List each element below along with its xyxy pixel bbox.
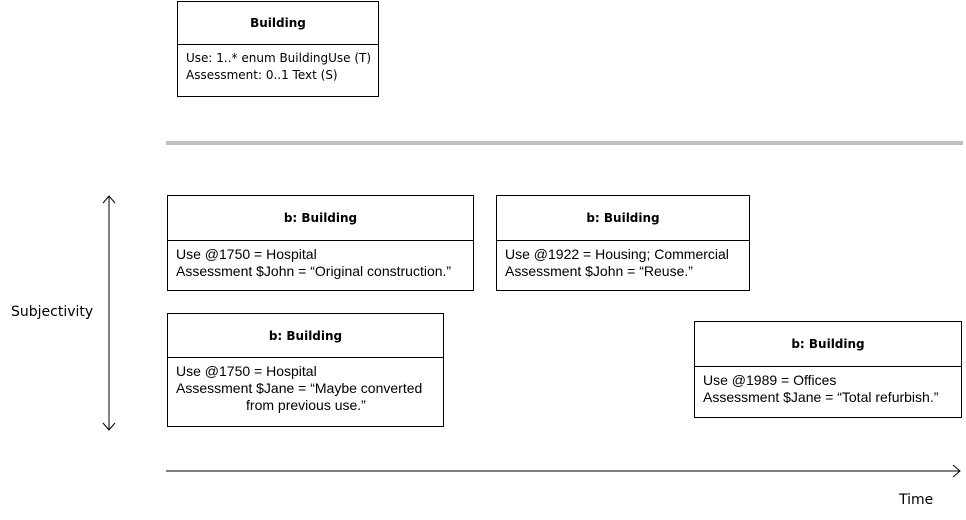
instance-body [497,241,749,285]
instance-body [695,367,961,411]
instance-box-1[interactable] [167,195,474,291]
instance-body [168,358,443,419]
instance-box-4[interactable] [694,321,962,418]
instance-title: b: Building [168,196,473,241]
time-axis-label: Time [899,492,934,508]
instance-line: Use @1989 = Offices [703,372,837,388]
instance-line: from previous use.” [176,397,366,413]
class-box-attributes [178,45,378,89]
attribute-assessment: Assessment: 0..1 Text (S) [186,68,338,82]
instance-line: Assessment $Jane = “Maybe converted [176,380,423,396]
instance-title: b: Building [168,314,443,358]
instance-line: Assessment $John = “Original construction.” [176,263,452,279]
instance-title: b: Building [695,322,961,367]
instance-title: b: Building [497,196,749,241]
instance-box-2[interactable] [496,195,750,291]
instance-line: Use @1922 = Housing; Commercial [505,246,729,262]
class-box-title: Building [178,2,378,45]
instance-line: Use @1750 = Hospital [176,363,317,379]
subjectivity-axis-label: Subjectivity [11,304,94,320]
instance-line: Assessment $Jane = “Total refurbish.” [703,389,939,405]
class-box-building[interactable] [177,1,379,97]
instance-box-3[interactable] [167,313,444,427]
attribute-use: Use: 1..* enum BuildingUse (T) [186,51,372,65]
instance-body [168,241,473,285]
instance-line: Assessment $John = “Reuse.” [505,263,693,279]
time-axis-arrow [166,465,960,477]
instance-line: Use @1750 = Hospital [176,246,317,262]
subjectivity-axis-arrow [103,196,115,430]
